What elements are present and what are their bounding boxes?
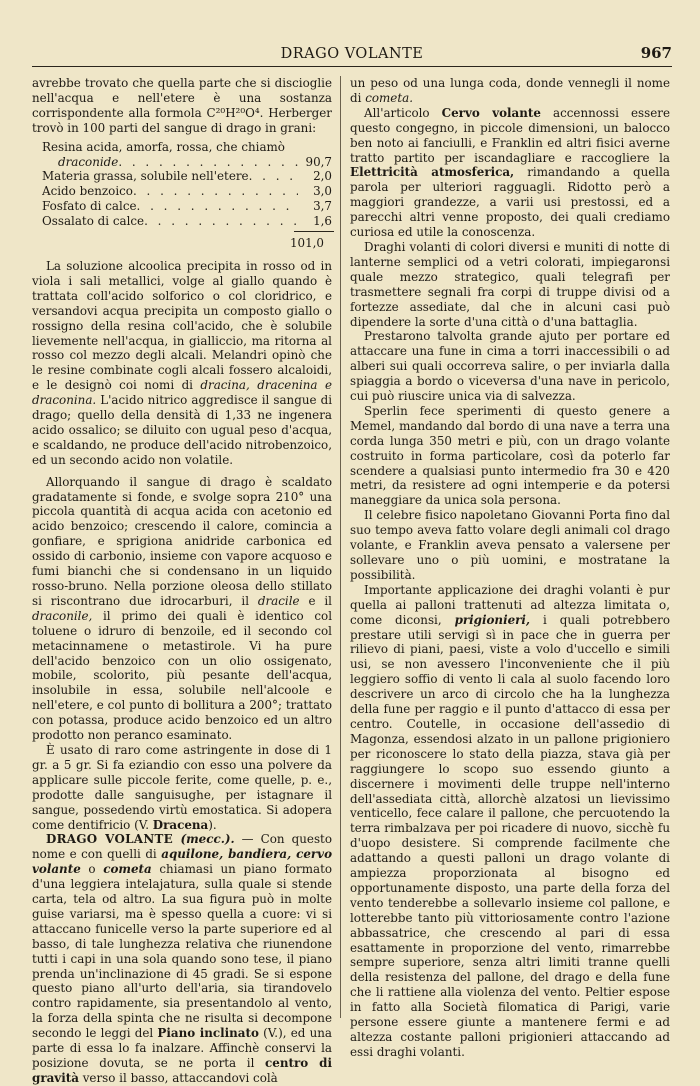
- composition-row: [42, 169, 332, 184]
- column-divider: [340, 76, 341, 1018]
- paragraph: La soluzione alcoolica precipita in rosso od in viola i sali metallici, volge al giallo quando è trattata coll'acido solforico o col cloridrico, e versandovi acqua precipita un composto giallo o rossigno della resina coll'acido, che è solubile lievemente nell'acqua, in gialliccio, ma ritorna al rosso col mezzo degli alcali. Melandri opinò che le resine combinate cogli alcali fossero alcaloidi, e le designò coi nomi di dracina, dracenina e draconina. L'acido nitrico aggredisce il sangue di drago; quello della densità di 1,33 ne ingenera acido ossalico; se diluito con ugual peso d'acqua, e scaldando, ne produce dell'acido nitrobenzoico, ed un secondo acido non volatile.: [32, 258, 332, 467]
- paragraph: Il celebre fisico napoletano Giovanni Porta fino dal suo tempo aveva fatto volare degli animali col drago volante, e Franklin aveva pensato a valersene per sollevare uno o più uomini, e mostratane la possibilità.: [350, 508, 670, 582]
- paragraph: Importante applicazione dei draghi volanti è pur quella ai palloni trattenuti ad altezza limitata o, come diconsi, prigionieri, i quali potrebbero prestare utili servigi sì in pace che in guerra per rilievo di piani, paesi, viste a volo d'uccello e simili usi, se non avessero l'inconveniente che il più leggiero soffio di vento li cala al suolo facendo loro descrivere un arco di circolo che ha la lunghezza della fune per raggio e il punto d'attacco di essa per centro. Coutelle, in occasione dell'assedio di Magonza, essendosi alzato in un pallone prigioniero per riconoscere lo stato della piazza, stava già per raggiungere lo scopo suo essendo giunto a discernere i movimenti delle truppe nell'interno dell'assediata città, allorchè alzatosi un lievissimo venticello, fece calare il pallone, che percuotendo la terra rimbalzava per poi ricadere di nuovo, sicchè fu d'uopo desistere. Si comprende facilmente che adattando a questi palloni un drago volante di ampiezza proporzionata al bisogno ed opportunamente disposto, una parte della forza del vento tenderebbe a sollevarlo insieme col pallone, e lotterebbe tanto più vittoriosamente contro l'azione abbassatrice, che crescendo al pari di essa esattamente in proporzione del vento, rimarrebbe sempre superiore, senza altri limiti tranne quelli della resistenza del pallone, del drago e della fune che li rattiene alla violenza del vento. Peltier espose in fatto alla Società filomatica di Parigi, varie persone essere giunte a mantenere fermi e ad altezza costante palloni prigionieri attaccando ad essi draghi volanti.: [350, 582, 670, 1059]
- entry-headword: DRAGO VOLANTE: [46, 832, 174, 847]
- total-rule: [294, 231, 334, 232]
- composition-total: 101,0: [289, 236, 324, 251]
- composition-row: [42, 214, 332, 229]
- composition-name: Acido benzoico: [42, 184, 133, 199]
- composition-row: [42, 155, 332, 170]
- composition-row: [42, 184, 332, 199]
- composition-name: draconide: [58, 154, 119, 169]
- paragraph: Sperlin fece sperimenti di questo genere a Memel, mandando dal bordo di una nave a terra una corda lunga 350 metri e più, con un drago volante costruito in forma particolare, così da poterlo far scendere a qualsiasi punto intermedio fra 30 e 420 metri, da resistere ad ogni intemperie e da potersi maneggiare da unica sola persona.: [350, 403, 670, 508]
- paragraph: Allorquando il sangue di drago è scaldato gradatamente si fonde, e svolge sopra 210° una piccola quantità di acqua acida con acetonio ed acido benzoico; crescendo il calore, comincia a gonfiare, e sprigiona anidride carbonica ed ossido di carbonio, insieme con vapore acquoso e fumi bianchi che si condensano in un liquido rosso-bruno. Nella porzione oleosa dello stillato si riscontrano due idrocarburi, il dracile e il draconile, il primo dei quali è identico col toluene o idruro di benzoile, ed il secondo col metacinnamene o metastirole. Vi ha pure dell'acido benzoico con un olio ossigenato, mobile, scolorito, più pesante dell'acqua, insolubile in essa, solubile nell'alcoole e nell'etere, e col punto di bollitura a 200°; trattato con potassa, produce acido benzoico ed un altro prodotto non peranco esaminato.: [32, 474, 332, 743]
- composition-row: [42, 199, 332, 214]
- paragraph: All'articolo Cervo volante accennossi essere questo congegno, in piccole dimensioni, un balocco ben noto ai fanciulli, e Franklin ed altri fisici averne tratto partito per iscandagliare e raccogliere la Elettricità atmosferica, rimandando a quella parola per ulteriori ragguagli. Ridotto però a maggiori grandezze, a varii usi prestossi, ed a parecchi altri venne proposto, dei quali crediamo curiosa ed utile la conoscenza.: [350, 105, 670, 240]
- paragraph: Draghi volanti di colori diversi e muniti di notte di lanterne semplici od a vetri colorati, impiegaronsi quale mezzo strategico, quali telegrafi per trasmettere segnali fra corpi di truppe divisi od a fortezze assediate, dal che in alcuni casi può dipendere la sorte d'una città o d'una battaglia.: [350, 239, 670, 329]
- composition-value: 3,7: [313, 199, 332, 214]
- page-number: 967: [640, 44, 672, 62]
- leader-dots: [137, 199, 298, 214]
- composition-name: Materia grassa, solubile nell'etere: [42, 169, 249, 184]
- running-header: [32, 40, 672, 67]
- leader-dots: [133, 184, 298, 199]
- header-title: DRAGO VOLANTE: [280, 46, 424, 62]
- composition-table: [42, 140, 332, 251]
- composition-value: 90,7: [305, 154, 332, 169]
- entry-paragraph: DRAGO VOLANTE (mecc.). — Con questo nome e con quelli di aquilone, bandiera, cervo volante o cometa chiamasi un piano formato d'una leggiera intelajatura, sulla quale si stende carta, tela od altro. La sua figura può in molte guise variarsi, ma è spesso quella a cuore: vi si attaccano funicelle verso la parte superiore ed al basso, di tale lunghezza relativa che riunendone tutti i capi in una sola quando sono tese, il piano prenda un'inclinazione di 45 gradi. Se si espone questo piano all'urto dell'aria, sia tirandovelo contro rapidamente, sia presentandolo al vento, la forza della spinta che ne risulta si decompone secondo le leggi del Piano inclinato (V.), ed una parte di essa lo fa inalzare. Affinchè conservi la posizione dovuta, se ne porta il centro di gravità verso il basso, attaccandovi colà: [32, 832, 333, 1085]
- composition-value: 3,0: [313, 184, 332, 199]
- paragraph: Prestarono talvolta grande ajuto per portare ed attaccare una fune in cima a torri inaccessibili o ad alberi sui quali occorreva salire, o per inviarla dalla spiaggia a bordo o viceversa d'una nave in pericolo, cui può riuscire unica via di salvezza.: [350, 329, 670, 404]
- paragraph: È usato di raro come astringente in dose di 1 gr. a 5 gr. Si fa eziandio con esso una polvere da applicare sulle piccole ferite, come quelle, p. e., prodotte dalle sanguisughe, per istagnare il sangue, possedendo virtù emostatica. Si adopera come dentifricio (V. Dracena).: [32, 742, 332, 832]
- composition-row-label: Resina acida, amorfa, rossa, che chiamò: [42, 139, 285, 154]
- composition-value: 1,6: [313, 214, 332, 229]
- leader-dots: [249, 169, 298, 184]
- paragraph: avrebbe trovato che quella parte che si discioglie nell'acqua e nell'etere è una sostanza corrispondente alla formola C²⁰H²⁰O⁴. Herberger trovò in 100 parti del sangue di drago in grani:: [32, 76, 332, 135]
- leader-dots: [118, 155, 298, 170]
- composition-value: 2,0: [313, 169, 332, 184]
- paragraph: un peso od una lunga coda, donde vennegli il nome di cometa.: [350, 76, 670, 105]
- composition-name: Ossalato di calce: [42, 214, 145, 229]
- right-column: [350, 76, 670, 1060]
- leader-dots: [144, 214, 298, 229]
- left-column: [32, 76, 332, 1086]
- composition-name: Fosfato di calce: [42, 199, 137, 214]
